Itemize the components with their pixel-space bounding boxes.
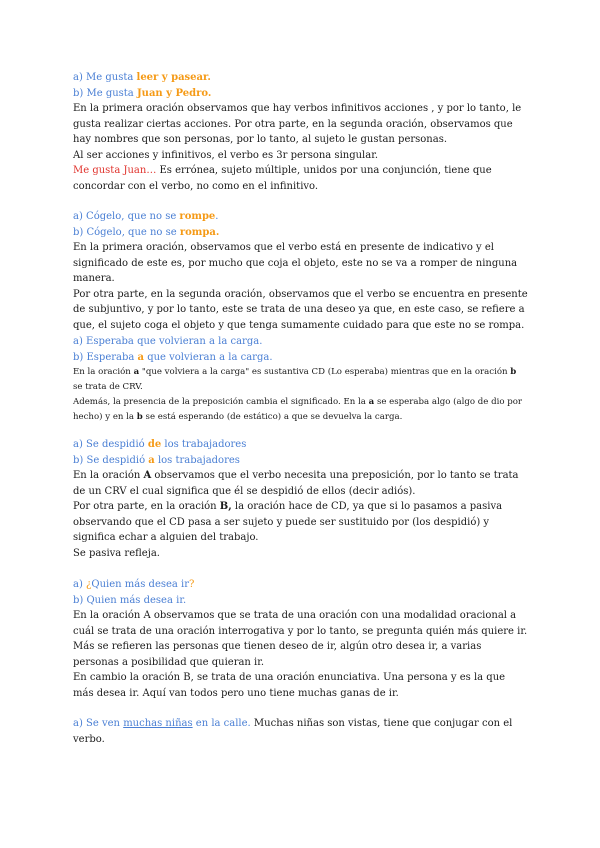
example-b — [73, 225, 528, 241]
example-text: a) Se ven — [73, 718, 124, 729]
example-text: . — [215, 211, 219, 222]
paragraph — [73, 163, 528, 194]
example-text: a) Se despidió — [73, 439, 148, 450]
highlight: ¿ — [86, 579, 92, 590]
paragraph-text: se está esperando (de estático) a que se devuelva la carga. — [142, 412, 403, 422]
highlight: leer y pasear. — [136, 72, 211, 83]
paragraph-text: se esperaba algo (algo de dio por hecho) y en la — [73, 397, 523, 422]
paragraph-text: Es errónea, sujeto múltiple, unidos por una conjunción, tiene que concordar con el verbo, no como en el infinitivo. — [73, 165, 492, 192]
section-1 — [73, 70, 528, 194]
paragraph — [73, 499, 528, 546]
bold-letter: a — [368, 397, 375, 407]
example-a — [73, 716, 528, 747]
section-2 — [73, 209, 528, 333]
example-b: b) Quien más desea ir. — [73, 594, 187, 606]
paragraph: Más se refieren las personas que tienen deseo de ir, algún otro desea ir, a varias personas a posibilidad que quieran ir. — [73, 641, 482, 668]
example-text: b) Esperaba — [73, 351, 138, 363]
example-b — [73, 350, 528, 366]
paragraph-text: En la oración — [73, 470, 144, 481]
error-example: Me gusta Juan… — [73, 165, 157, 176]
paragraph-text: En la oración — [73, 367, 134, 377]
section-3 — [73, 334, 528, 425]
bold-letter: A — [143, 470, 152, 481]
paragraph: En la primera oración observamos que hay verbos infinitivos acciones , y por lo tanto, le gusta realizar ciertas acciones. Por otra parte, en la segunda oración, observamos que hay nombres que son personas, por lo tanto, al sujeto le gustan personas. — [73, 103, 522, 145]
example-text: a) Cógelo, que no se — [73, 211, 180, 222]
paragraph-text: se trata de CRV. — [73, 382, 143, 392]
section-5 — [73, 577, 528, 701]
bold-letter: a — [133, 367, 140, 377]
example-text: los trabajadores — [154, 454, 240, 466]
example-text: Quien más desea ir — [91, 579, 190, 590]
example-a — [73, 209, 528, 225]
example-b — [73, 453, 528, 469]
paragraph-text: observamos que el verbo necesita una preposición, por lo tanto se trata de un CRV el cual significa que él se despidió de ellos (decir adiós). — [73, 470, 519, 497]
section-4 — [73, 437, 528, 561]
highlight: a — [137, 351, 145, 363]
paragraph — [73, 395, 528, 425]
bold-letter: b — [136, 412, 143, 422]
paragraph-text: Por otra parte, en la oración — [73, 501, 220, 512]
example-text: a) Me gusta — [73, 72, 137, 83]
highlight: Juan y Pedro. — [136, 87, 212, 99]
example-b — [73, 86, 528, 102]
paragraph-text: Además, la presencia de la preposición cambia el significado. En la — [73, 397, 369, 407]
example-text: b) Cógelo, que no se — [73, 226, 180, 238]
example-text: b) Se despidió — [73, 454, 149, 466]
section-6 — [73, 716, 528, 747]
paragraph — [73, 365, 528, 395]
bold-letter: b — [510, 367, 517, 377]
paragraph: Por otra parte, en la segunda oración, observamos que el verbo se encuentra en presente de subjuntivo, y por lo tanto, este se trata de una deseo ya que, en este caso, se refiere a que, el sujeto coga el objeto y que tenga sumamente cuidado para que este no se rompa. — [73, 288, 528, 331]
example-text: que volvieran a la carga. — [144, 351, 273, 363]
highlight: de — [147, 439, 162, 450]
underlined-text: muchas niñas — [123, 718, 193, 729]
example-text: b) Me gusta — [73, 87, 137, 99]
paragraph — [73, 468, 528, 499]
bold-letter: B, — [219, 501, 232, 512]
highlight: rompe — [179, 211, 216, 222]
paragraph-text: Muchas niñas son vistas, tiene que conjugar con el verbo. — [73, 718, 513, 745]
example-a — [73, 437, 528, 453]
paragraph: Se pasiva refleja. — [73, 547, 160, 559]
highlight: ? — [189, 579, 195, 590]
highlight: a — [148, 454, 155, 466]
example-text: a) — [73, 579, 87, 590]
example-a: a) Esperaba que volvieran a la carga. — [73, 336, 263, 347]
paragraph: En la primera oración, observamos que el verbo está en presente de indicativo y el significado de este es, por mucho que coja el objeto, este no se va a romper de ninguna manera. — [73, 242, 518, 284]
paragraph: En la oración A observamos que se trata de una oración con una modalidad oracional a cuál se trata de una oración interrogativa y por lo tanto, se pregunta quién más quiere ir. — [73, 610, 528, 637]
highlight: rompa. — [179, 226, 220, 238]
paragraph: En cambio la oración B, se trata de una oración enunciativa. Una persona y es la que más desea ir. Aquí van todos pero uno tiene muchas ganas de ir. — [73, 672, 506, 699]
example-a — [73, 70, 528, 86]
example-text: en la calle. — [192, 718, 251, 729]
example-a — [73, 577, 528, 593]
paragraph-text: "que volviera a la carga" es sustantiva CD (Lo esperaba) mientras que en la oración — [139, 367, 511, 377]
paragraph-text: la oración hace de CD, ya que si lo pasamos a pasiva observando que el CD pasa a ser sujeto y puede ser sustituido por (los despidió) y significa echar a alguien del trabajo. — [73, 501, 503, 543]
example-text: los trabajadores — [161, 439, 247, 450]
paragraph: Al ser acciones y infinitivos, el verbo es 3r persona singular. — [73, 149, 379, 161]
